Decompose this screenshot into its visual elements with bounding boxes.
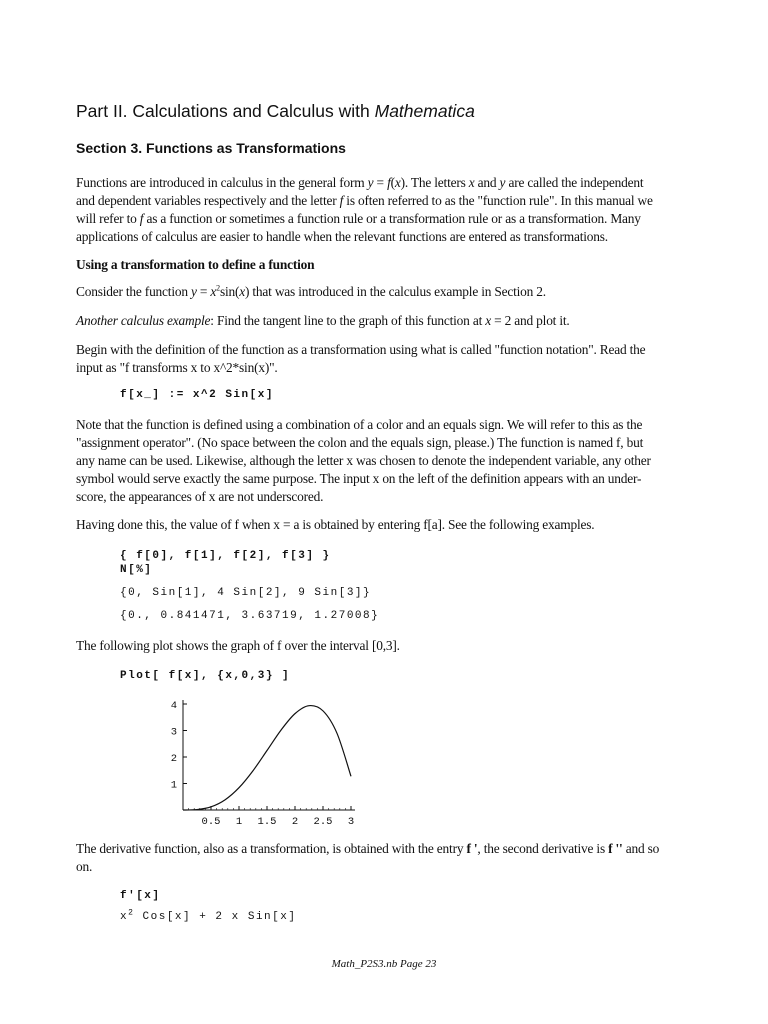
note-line-1: Note that the function is defined using a combination of a color and an equals sign. We will refer to this as the <box>76 417 643 432</box>
code-values-output-1: {0, Sin[1], 4 Sin[2], 9 Sin[3]} <box>120 587 372 599</box>
code-values-output-2: {0., 0.841471, 3.63719, 1.27008} <box>120 610 380 622</box>
note-line-5: score, the appearances of x are not underscored. <box>76 489 324 504</box>
code-derivative-input: f'[x] <box>120 890 161 902</box>
begin-line-2: input as "f transforms x to x^2*sin(x)". <box>76 360 278 375</box>
code-define-function: f[x_] := x^2 Sin[x] <box>120 389 274 401</box>
plot-intro-line: The following plot shows the graph of f over the interval [0,3]. <box>76 638 400 653</box>
intro-line-1: Functions are introduced in calculus in the general form y = f(x). The letters x and y are called the independent <box>76 175 644 190</box>
title-mathematica: Mathematica <box>374 101 475 121</box>
intro-line-2: and dependent variables respectively and the letter f is often referred to as the "function rule". In this manual we <box>76 193 653 208</box>
note-line-2: "assignment operator". (No space between the colon and the equals sign, please.) The function is named f, but <box>76 435 644 450</box>
derivative-paragraph <box>76 840 706 876</box>
section-title: Section 3. Functions as Transformations <box>76 140 346 156</box>
code-plot-command: Plot[ f[x], {x,0,3} ] <box>120 670 291 682</box>
y-tick-label: 2 <box>170 753 177 765</box>
begin-line-1: Begin with the definition of the function as a transformation using what is called "function notation". Read the <box>76 342 646 357</box>
y-tick-label: 1 <box>170 779 177 792</box>
intro-line-3: will refer to f as a function or sometimes a function rule or a transformation rule or as a transformation. Many <box>76 211 641 226</box>
begin-paragraph <box>76 341 706 377</box>
x-tick-label: 2 <box>291 816 299 828</box>
x-tick-label: 0.5 <box>201 816 221 828</box>
intro-paragraph <box>76 174 706 246</box>
subheading: Using a transformation to define a function <box>76 257 315 272</box>
code-values-input-1: { f[0], f[1], f[2], f[3] } <box>120 550 331 562</box>
x-tick-label: 2.5 <box>313 816 333 828</box>
function-plot <box>150 692 370 832</box>
page-title <box>76 101 475 122</box>
consider-line: Consider the function $y = x^2\sin(x)$ that was introduced in the calculus example in Section 2. <box>76 283 546 299</box>
derivative-line-1: The derivative function, also as a transformation, is obtained with the entry f ', the second derivative is f '' and so <box>76 841 660 856</box>
derivative-line-2: on. <box>76 859 93 874</box>
y-tick-label: 3 <box>170 726 177 739</box>
intro-line-4: applications of calculus are easier to handle when the relevant functions are entered as transformations. <box>76 229 608 244</box>
function-curve <box>183 706 351 810</box>
code-values-input-2: N[%] <box>120 564 153 576</box>
example-line: Another calculus example: Find the tangent line to the graph of this function at x = 2 and plot it. <box>76 313 570 328</box>
x-tick-label: 1.5 <box>257 816 277 828</box>
note-line-3: any name can be used. Likewise, although the letter x was chosen to denote the independent variable, any other <box>76 453 651 468</box>
note-paragraph <box>76 416 706 506</box>
x-tick-label: 3 <box>347 816 355 828</box>
page-footer: Math_P2S3.nb Page 23 <box>331 958 437 970</box>
y-tick-label: 4 <box>170 700 177 712</box>
note-line-4: symbol would serve exactly the same purpose. The input x on the left of the definition appears with an under- <box>76 471 642 486</box>
x-tick-label: 1 <box>235 816 243 828</box>
code-derivative-output: $x^2$ Cos[x] + 2 x Sin[x] <box>120 908 297 923</box>
title-prefix: Part II. Calculations and Calculus with <box>76 101 375 121</box>
having-done-line: Having done this, the value of f when x = a is obtained by entering f[a]. See the following examples. <box>76 517 595 532</box>
